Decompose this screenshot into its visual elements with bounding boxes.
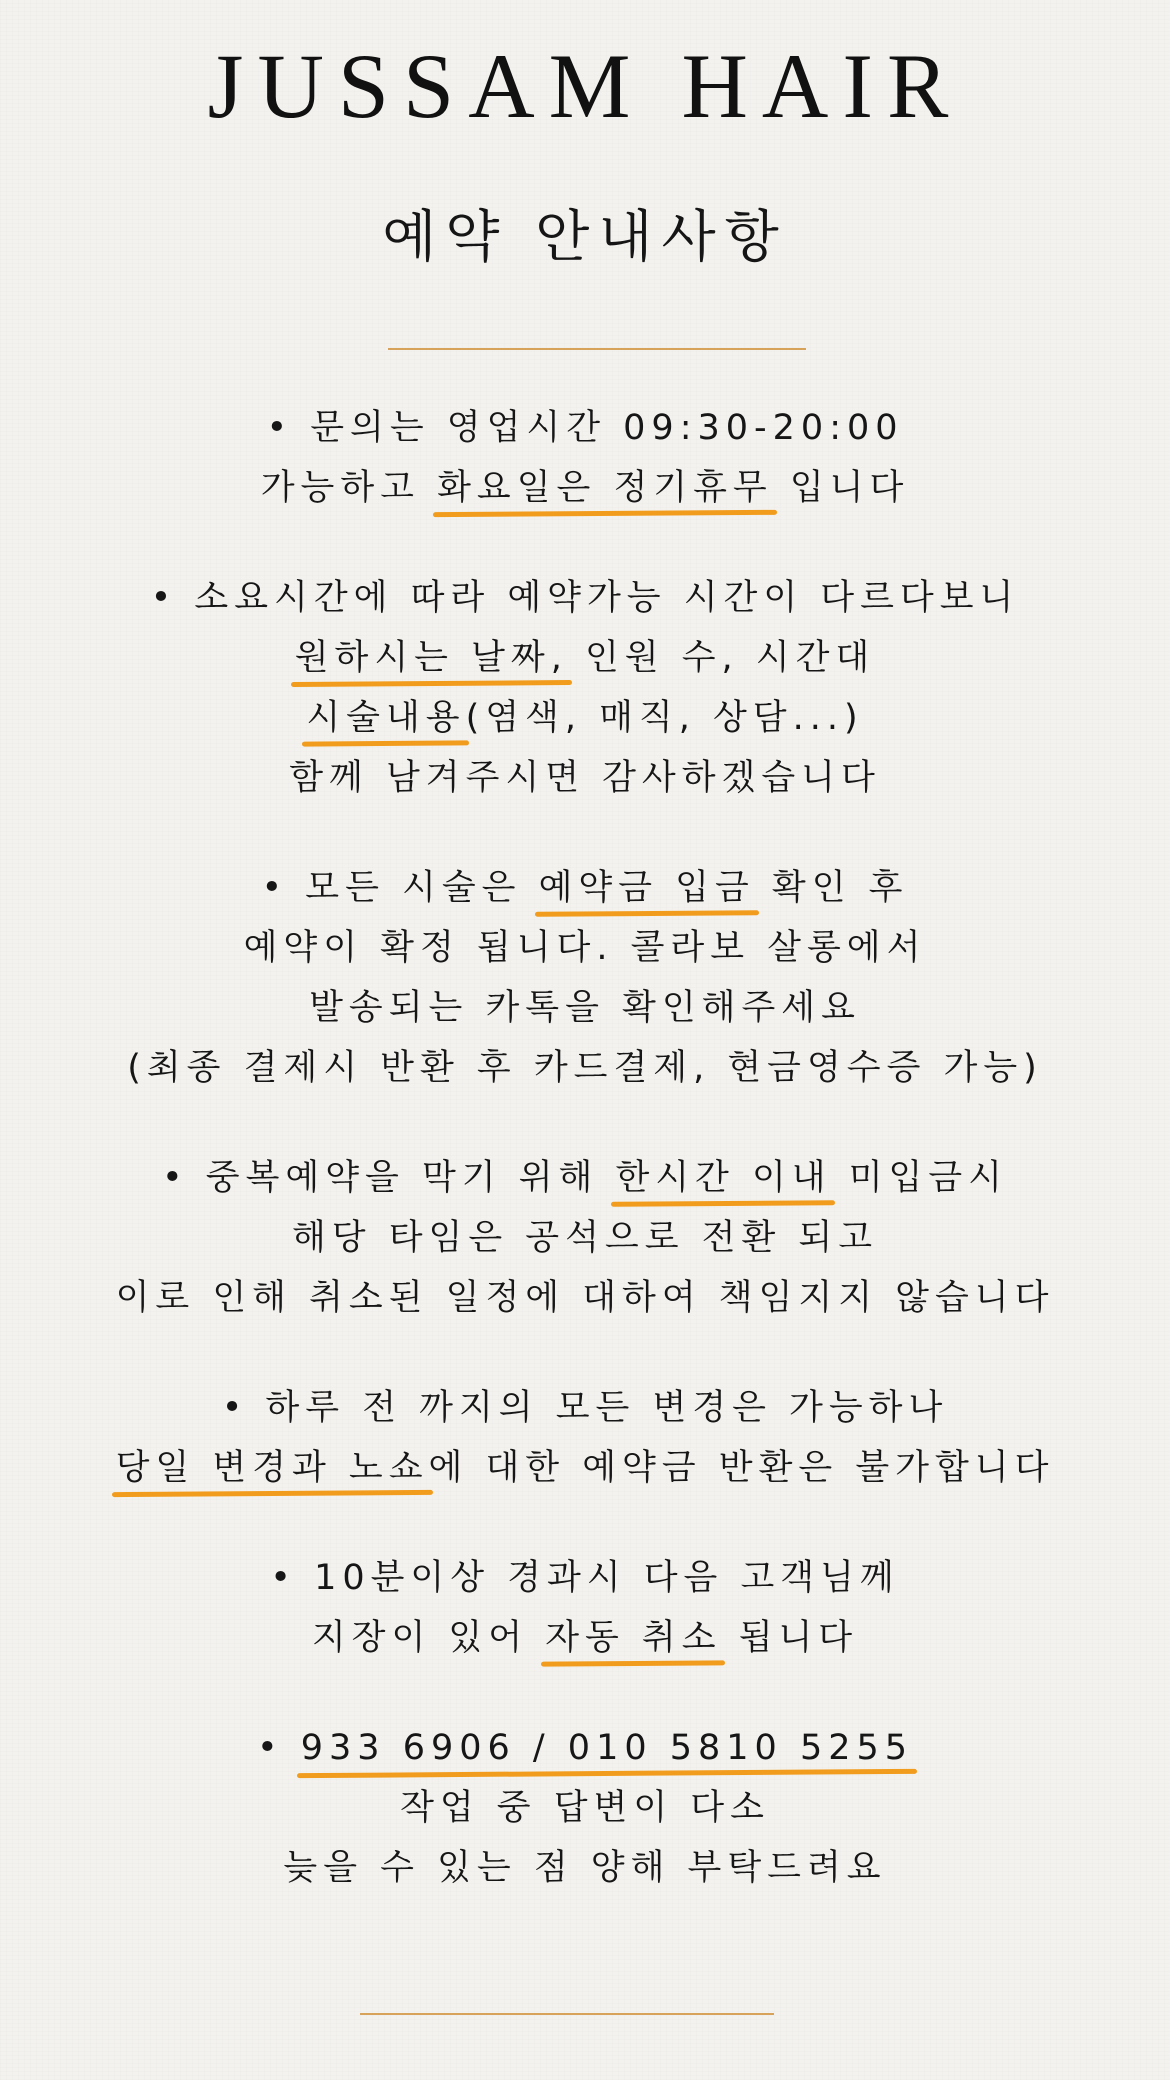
notice-changes (0, 1378, 1170, 1498)
notice-line (0, 1438, 1170, 1498)
notice-line (0, 1718, 1170, 1778)
notice-line (0, 858, 1170, 918)
notice-text: 확인 후 (754, 868, 909, 908)
footer-divider (360, 2013, 774, 2015)
highlighted-text: 예약금 입금 (539, 858, 755, 918)
notice-line: • 문의는 영업시간 09:30-20:00 (266, 408, 904, 448)
notice-text: 에 대한 예약금 반환은 불가합니다 (428, 1448, 1055, 1488)
notice-line (0, 458, 1170, 518)
notice-text: (염색, 매직, 상담...) (465, 698, 864, 738)
highlighted-text: 원하시는 날짜, (295, 628, 568, 688)
notice-text: 가능하고 (260, 468, 438, 508)
notice-line: • 하루 전 까지의 모든 변경은 가능하나 (221, 1388, 949, 1428)
notice-text: 인원 수, 시간대 (567, 638, 876, 678)
highlighted-text: 자동 취소 (545, 1608, 721, 1668)
notice-deposit (0, 858, 1170, 1098)
notice-text: • 모든 시술은 (261, 868, 539, 908)
notice-line: 이로 인해 취소된 일정에 대하여 책임지지 않습니다 (115, 1278, 1055, 1318)
highlighted-text: 당일 변경과 노쇼 (116, 1438, 429, 1498)
notice-text: 입니다 (772, 468, 910, 508)
page-title: 예약 안내사항 (382, 205, 788, 270)
notice-list (0, 398, 1170, 1898)
notice-line (0, 1148, 1170, 1208)
notice-text: • (256, 1728, 301, 1768)
title-divider (388, 348, 806, 350)
notice-text: 됩니다 (721, 1618, 859, 1658)
notice-duplicate-booking (0, 1148, 1170, 1328)
notice-line: 해당 타임은 공석으로 전환 되고 (291, 1218, 879, 1258)
notice-line (0, 1608, 1170, 1668)
phone-numbers: 933 6906 / 010 5810 5255 (301, 1718, 913, 1778)
highlighted-text: 시술내용 (306, 688, 465, 748)
notice-text: • 중복예약을 막기 위해 (162, 1158, 616, 1198)
notice-line (0, 628, 1170, 688)
notice-line: 예약이 확정 됩니다. 콜라보 살롱에서 (243, 928, 927, 968)
notice-line: • 10분이상 경과시 다음 고객님께 (270, 1558, 900, 1598)
notice-contact (0, 1718, 1170, 1898)
notice-line: 늦을 수 있는 점 양해 부탁드려요 (283, 1848, 887, 1888)
notice-line: 발송되는 카톡을 확인해주세요 (309, 988, 861, 1028)
notice-line: • 소요시간에 따라 예약가능 시간이 다르다보니 (150, 578, 1020, 618)
notice-line: (최종 결제시 반환 후 카드결제, 현금영수증 가능) (127, 1048, 1043, 1088)
notice-line (0, 688, 1170, 748)
notice-business-hours (0, 398, 1170, 518)
highlighted-text: 한시간 이내 (615, 1148, 831, 1208)
notice-text: 미입금시 (831, 1158, 1008, 1198)
brand-logo: JUSSAM HAIR (207, 35, 963, 137)
highlighted-text: 화요일은 정기휴무 (437, 458, 773, 518)
notice-text: 지장이 있어 (311, 1618, 546, 1658)
notice-late-arrival (0, 1548, 1170, 1668)
notice-line: 함께 남겨주시면 감사하겠습니다 (289, 758, 881, 798)
notice-line: 작업 중 답변이 다소 (400, 1788, 770, 1828)
notice-booking-details (0, 568, 1170, 808)
